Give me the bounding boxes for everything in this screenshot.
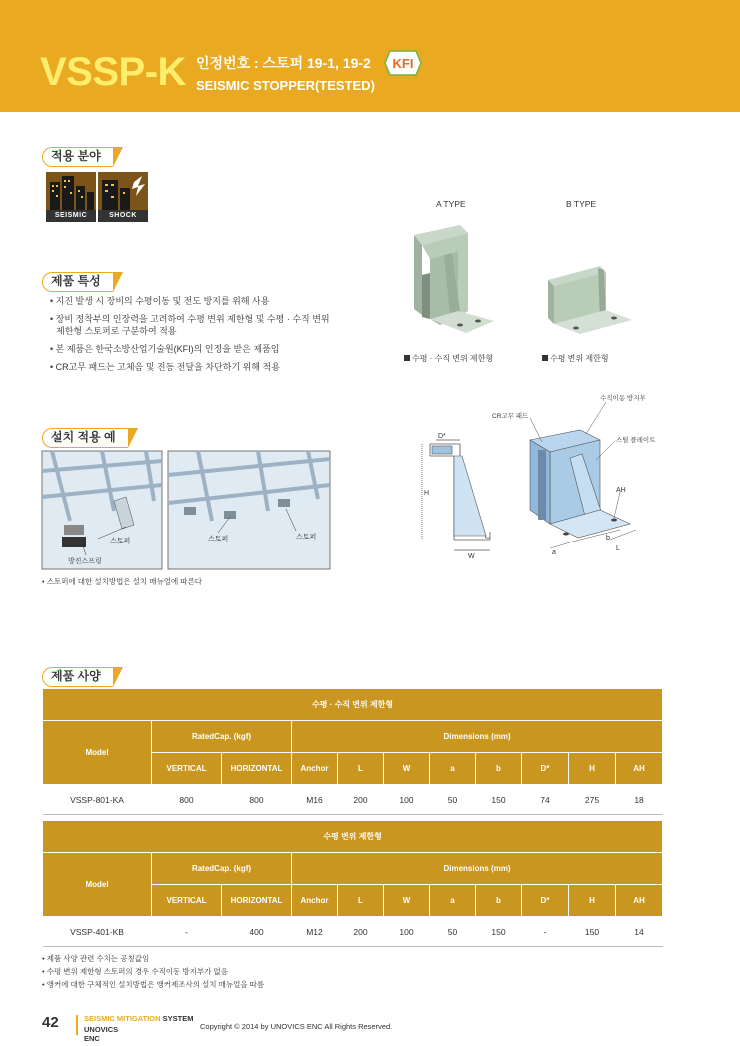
table-row: VSSP-401-KB - 400 M12 200 100 50 150 - 150 14 [43, 917, 663, 947]
column-header: b [476, 885, 522, 917]
dimension-diagram [410, 395, 670, 570]
section-tab-installation [42, 428, 128, 448]
column-header: D* [522, 753, 569, 785]
column-header: H [569, 753, 616, 785]
spring-label: 방진스프링 [68, 558, 102, 565]
stopper-label-3: 스토퍼 [296, 534, 317, 541]
column-header: b [476, 753, 522, 785]
table-title: 수평 변위 제한형 [43, 821, 663, 853]
section-tab-features [42, 272, 113, 292]
dim-l-label: L [616, 545, 620, 552]
icon-label: SEISMIC [46, 210, 96, 222]
installation-photo-2 [168, 451, 330, 569]
column-header: H [569, 885, 616, 917]
a-type-caption: 수평 · 수직 변위 제한형 [404, 353, 493, 364]
vertical-stop-label: 수직이동 방지부 [600, 395, 646, 402]
page-header [0, 0, 740, 112]
spec-table-type-b [42, 820, 663, 947]
section-tab-specs [42, 667, 113, 687]
column-header: Anchor [292, 753, 338, 785]
feature-item: • 본 제품은 한국소방산업기술원(KFI)의 인정을 받은 제품임 [50, 344, 280, 354]
rated-cap-header: RatedCap. (kgf) [152, 853, 292, 885]
table-title: 수평 · 수직 변위 제한형 [43, 689, 663, 721]
model-title: VSSP-K [40, 50, 186, 94]
installation-photo-1 [42, 451, 162, 569]
table-row: VSSP-801-KA 800 800 M16 200 100 50 150 74 275 18 [43, 785, 663, 815]
icon-label: SHOCK [98, 210, 148, 222]
section-title: 적용 분야 [51, 149, 101, 163]
footer-system-name: SEISMIC MITIGATION SYSTEM [84, 1014, 194, 1023]
footer-divider [76, 1015, 78, 1035]
feature-item-continued: 제한형 스토퍼로 구분하여 적용 [56, 326, 177, 336]
stopper-label-2: 스토퍼 [208, 536, 229, 543]
dim-w-label: W [468, 553, 475, 560]
b-type-product-image [540, 240, 640, 340]
column-header: W [384, 753, 430, 785]
b-type-label: B TYPE [566, 199, 597, 209]
footer-company: UNOVICS ENC [84, 1025, 119, 1043]
section-title: 제품 사양 [51, 669, 101, 683]
column-header: HORIZONTAL [222, 885, 292, 917]
model-header: Model [43, 853, 152, 917]
kfi-logo-text: KFI [392, 56, 414, 71]
b-type-caption: 수평 변위 제한형 [542, 353, 609, 364]
a-type-product-image [400, 215, 510, 345]
feature-item: • 장비 정착부의 인장력을 고려하여 수평 변위 제한형 및 수평 · 수직 변위 [50, 314, 330, 324]
copyright: Copyright © 2014 by UNOVICS ENC All Rights Reserved. [200, 1022, 393, 1031]
dim-b-label: b [606, 535, 610, 542]
feature-item: • 지진 발생 시 장비의 수평이동 및 전도 방지를 위해 사용 [50, 296, 270, 306]
footnotes [42, 952, 264, 991]
dim-a-label: a [552, 549, 556, 556]
seismic-app-icon [46, 172, 96, 222]
spec-table-type-a [42, 688, 663, 815]
dimensions-header: Dimensions (mm) [292, 721, 663, 753]
installation-note: • 스토퍼에 대한 설치방법은 설치 매뉴얼에 따른다 [42, 577, 203, 586]
certification-number: 인정번호 : 스토퍼 19-1, 19-2 [196, 55, 371, 71]
dim-h-label: H [424, 490, 430, 497]
feature-item: • CR고무 패드는 고체음 및 진동 전달을 차단하기 위해 적용 [50, 362, 280, 372]
building-seismic-icon [46, 172, 96, 210]
cr-pad-label: CR고무 패드 [492, 413, 529, 420]
column-header: L [338, 753, 384, 785]
column-header: VERTICAL [152, 753, 222, 785]
section-title: 설치 적용 예 [51, 430, 116, 444]
column-header: a [430, 885, 476, 917]
column-header: a [430, 753, 476, 785]
model-header: Model [43, 721, 152, 785]
kfi-logo [384, 50, 422, 76]
features-list [50, 295, 370, 379]
column-header: L [338, 885, 384, 917]
page-number: 42 [42, 1014, 59, 1031]
footnote-item: • 앵커에 대한 구체적인 설치방법은 앵커제조사의 설치 매뉴얼을 따름 [42, 980, 265, 989]
column-header: D* [522, 885, 569, 917]
column-header: AH [616, 885, 663, 917]
dim-ah-label: AH [616, 487, 626, 494]
column-header: HORIZONTAL [222, 753, 292, 785]
section-title: 제품 특성 [51, 274, 101, 288]
rated-cap-header: RatedCap. (kgf) [152, 721, 292, 753]
column-header: Anchor [292, 885, 338, 917]
section-tab-application [42, 147, 113, 167]
footnote-item: • 제품 사양 관련 수치는 공칭값임 [42, 954, 150, 963]
dim-d-label: D* [438, 433, 446, 440]
column-header: W [384, 885, 430, 917]
building-shock-icon [98, 172, 148, 210]
a-type-label: A TYPE [436, 199, 466, 209]
product-subtitle: SEISMIC STOPPER(TESTED) [196, 78, 375, 93]
column-header: AH [616, 753, 663, 785]
steel-plate-label: 스틸 플레이트 [616, 437, 656, 444]
stopper-label-1: 스토퍼 [110, 538, 131, 545]
shock-app-icon [98, 172, 148, 222]
footnote-item: • 수평 변위 제한형 스토퍼의 경우 수직이동 방지부가 없음 [42, 967, 228, 976]
column-header: VERTICAL [152, 885, 222, 917]
dimensions-header: Dimensions (mm) [292, 853, 663, 885]
